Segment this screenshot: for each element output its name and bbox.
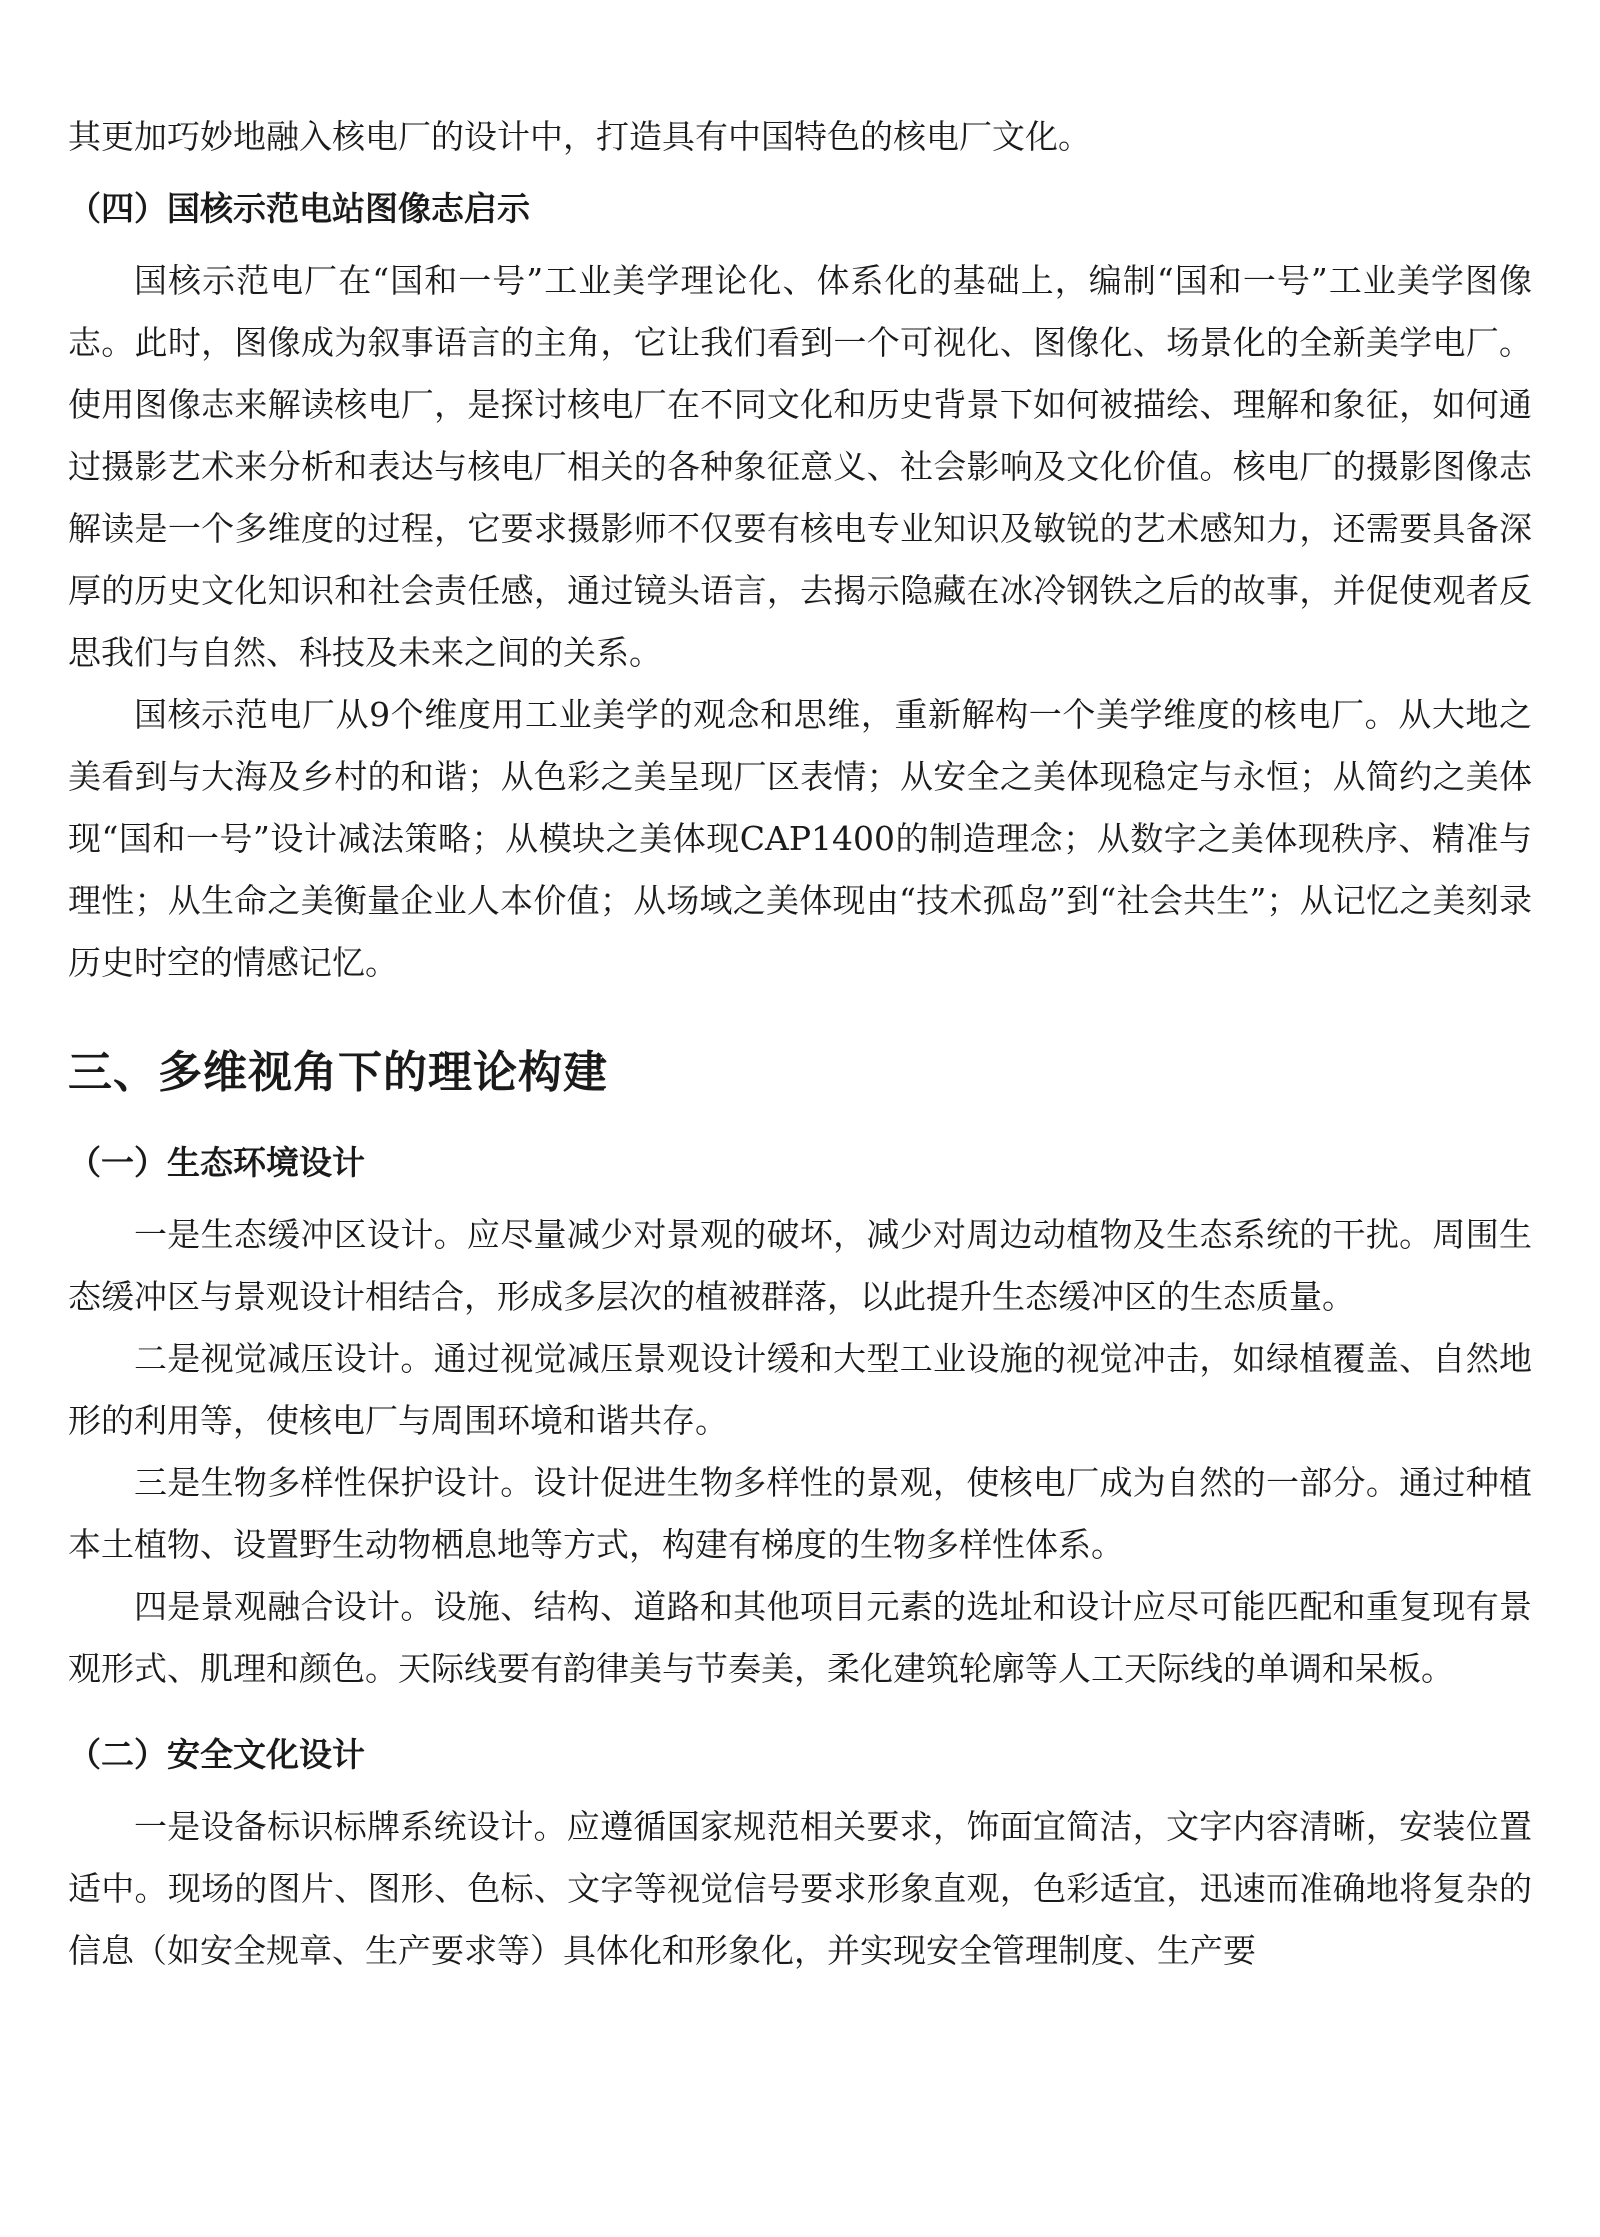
document-page <box>68 106 1532 1982</box>
eco-design-paragraph-1: 一是生态缓冲区设计。应尽量减少对景观的破坏，减少对周边动植物及生态系统的干扰。周围生态缓冲区与景观设计相结合，形成多层次的植被群落，以此提升生态缓冲区的生态质量。 <box>68 1215 1532 1316</box>
spacer <box>68 1700 1532 1724</box>
spacer <box>68 1786 1532 1796</box>
safety-design-paragraph-1: 一是设备标识标牌系统设计。应遵循国家规范相关要求，饰面宜简洁，文字内容清晰，安装位置适中。现场的图片、图形、色标、文字等视觉信号要求形象直观，色彩适宜，迅速而准确地将复杂的信息（如安全规章、生产要求等）具体化和形象化，并实现安全管理制度、生产要 <box>68 1807 1532 1970</box>
section-four-paragraph-1: 国核示范电厂在“国和一号”工业美学理论化、体系化的基础上，编制“国和一号”工业美学图像志。此时，图像成为叙事语言的主角，它让我们看到一个可视化、图像化、场景化的全新美学电厂。使用图像志来解读核电厂，是探讨核电厂在不同文化和历史背景下如何被描绘、理解和象征，如何通过摄影艺术来分析和表达与核电厂相关的各种象征意义、社会影响及文化价值。核电厂的摄影图像志解读是一个多维度的过程，它要求摄影师不仅要有核电专业知识及敏锐的艺术感知力，还需要具备深厚的历史文化知识和社会责任感，通过镜头语言，去揭示隐藏在冰冷钢铁之后的故事，并促使观者反思我们与自然、科技及未来之间的关系。 <box>68 261 1532 672</box>
section-three-heading: 三、多维视角下的理论构建 <box>68 1047 608 1098</box>
spacer <box>68 168 1532 178</box>
spacer <box>68 240 1532 250</box>
spacer <box>68 1108 1532 1132</box>
eco-design-paragraph-3: 三是生物多样性保护设计。设计促进生物多样性的景观，使核电厂成为自然的一部分。通过种植本土植物、设置野生动物栖息地等方式，构建有梯度的生物多样性体系。 <box>68 1463 1532 1564</box>
spacer <box>68 994 1532 1038</box>
safety-design-heading: （二）安全文化设计 <box>68 1735 365 1774</box>
intro-continuation: 其更加巧妙地融入核电厂的设计中，打造具有中国特色的核电厂文化。 <box>68 117 1091 156</box>
eco-design-heading: （一）生态环境设计 <box>68 1143 365 1182</box>
spacer <box>68 1194 1532 1204</box>
eco-design-paragraph-4: 四是景观融合设计。设施、结构、道路和其他项目元素的选址和设计应尽可能匹配和重复现有景观形式、肌理和颜色。天际线要有韵律美与节奏美，柔化建筑轮廓等人工天际线的单调和呆板。 <box>68 1587 1532 1688</box>
section-four-paragraph-2: 国核示范电厂从9个维度用工业美学的观念和思维，重新解构一个美学维度的核电厂。从大地之美看到与大海及乡村的和谐；从色彩之美呈现厂区表情；从安全之美体现稳定与永恒；从简约之美体现“国和一号”设计减法策略；从模块之美体现CAP1400的制造理念；从数字之美体现秩序、精准与理性；从生命之美衡量企业人本价值；从场域之美体现由“技术孤岛”到“社会共生”；从记忆之美刻录历史时空的情感记忆。 <box>68 695 1532 982</box>
eco-design-paragraph-2: 二是视觉减压设计。通过视觉减压景观设计缓和大型工业设施的视觉冲击，如绿植覆盖、自然地形的利用等，使核电厂与周围环境和谐共存。 <box>68 1339 1532 1440</box>
section-four-heading: （四）国核示范电站图像志启示 <box>68 189 530 228</box>
